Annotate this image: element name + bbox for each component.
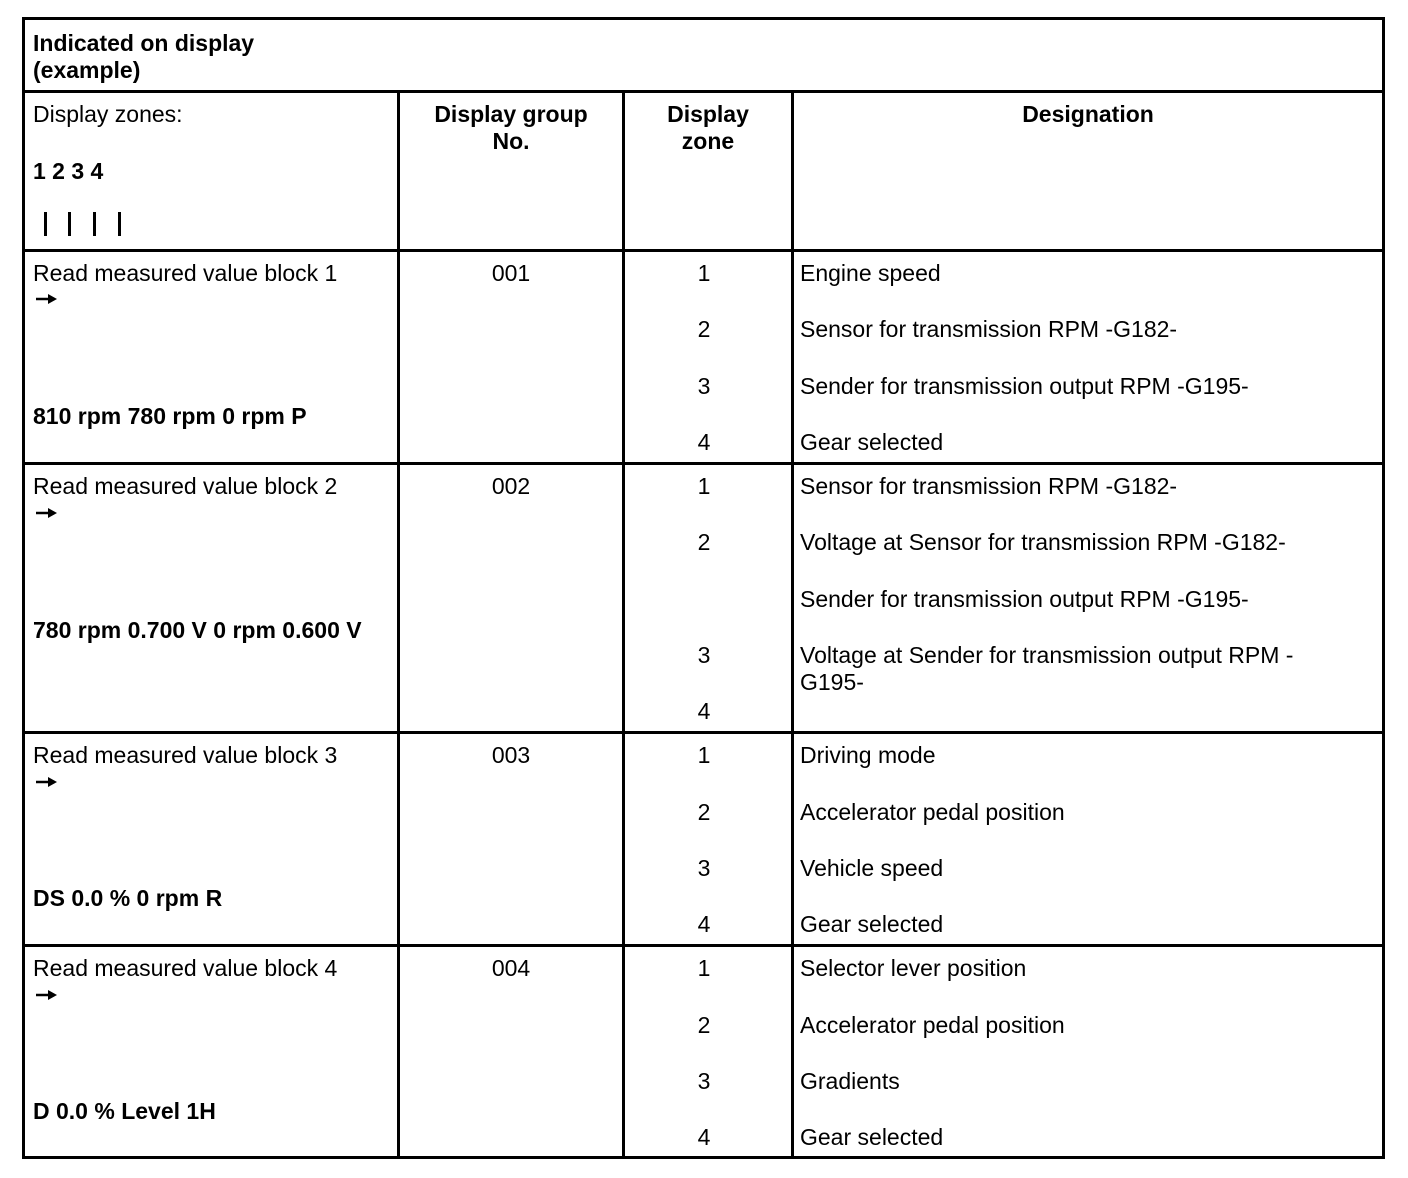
column-header-divider bbox=[25, 249, 1382, 252]
row-2-zone-1: 1 bbox=[697, 473, 711, 499]
row-3-value: DS 0.0 % 0 rpm R bbox=[33, 885, 223, 911]
row-4-designation-1: Selector lever position bbox=[800, 955, 1027, 981]
row-2-value: 780 rpm 0.700 V 0 rpm 0.600 V bbox=[33, 617, 362, 643]
row-divider-3 bbox=[25, 944, 1382, 947]
arrow-right-icon bbox=[36, 989, 58, 1001]
row-1-zone-4: 4 bbox=[697, 429, 711, 455]
row-4-value: D 0.0 % Level 1H bbox=[33, 1098, 216, 1124]
arrow-right-icon bbox=[36, 507, 58, 519]
arrow-right-icon bbox=[36, 776, 58, 788]
column-divider-1 bbox=[397, 90, 400, 1156]
display-zone-header-line2: zone bbox=[681, 128, 735, 154]
row-4-group: 004 bbox=[491, 955, 531, 981]
table-title-line2: (example) bbox=[33, 57, 141, 83]
row-4-zone-2: 2 bbox=[697, 1012, 711, 1038]
row-2-group: 002 bbox=[491, 473, 531, 499]
row-3-designation-3: Vehicle speed bbox=[800, 855, 944, 881]
row-3-group: 003 bbox=[491, 742, 531, 768]
row-1-designation-2: Sensor for transmission RPM -G182- bbox=[800, 316, 1178, 342]
row-3-zone-2: 2 bbox=[697, 799, 711, 825]
row-4-designation-3: Gradients bbox=[800, 1068, 900, 1094]
row-1-group: 001 bbox=[491, 260, 531, 286]
row-2-designation-1: Sensor for transmission RPM -G182- bbox=[800, 473, 1178, 499]
row-3-zone-3: 3 bbox=[697, 855, 711, 881]
row-1-zone-2: 2 bbox=[697, 316, 711, 342]
row-1-designation-3: Sender for transmission output RPM -G195- bbox=[800, 373, 1249, 399]
arrow-right-icon bbox=[36, 293, 58, 305]
row-2-label: Read measured value block 2 bbox=[33, 473, 338, 499]
row-2-zone-3: 3 bbox=[697, 642, 711, 668]
row-4-zone-1: 1 bbox=[697, 955, 711, 981]
row-3-designation-4: Gear selected bbox=[800, 911, 944, 937]
display-group-header-line2: No. bbox=[492, 128, 530, 154]
row-4-designation-2: Accelerator pedal position bbox=[800, 1012, 1065, 1038]
measured-value-table bbox=[22, 17, 1385, 1159]
row-2-designation-4-cont: G195- bbox=[800, 669, 864, 695]
row-2-designation-3: Sender for transmission output RPM -G195- bbox=[800, 586, 1249, 612]
row-4-zone-3: 3 bbox=[697, 1068, 711, 1094]
column-divider-3 bbox=[791, 90, 794, 1156]
row-2-designation-2: Voltage at Sensor for transmission RPM -G182- bbox=[800, 529, 1286, 555]
row-4-designation-4: Gear selected bbox=[800, 1124, 944, 1150]
row-1-zone-3: 3 bbox=[697, 373, 711, 399]
designation-header: Designation bbox=[1022, 101, 1154, 127]
row-1-designation-1: Engine speed bbox=[800, 260, 941, 286]
row-2-zone-4: 4 bbox=[697, 698, 711, 724]
row-1-label: Read measured value block 1 bbox=[33, 260, 338, 286]
row-1-designation-4: Gear selected bbox=[800, 429, 944, 455]
row-1-zone-1: 1 bbox=[697, 260, 711, 286]
row-3-zone-4: 4 bbox=[697, 911, 711, 937]
row-3-label: Read measured value block 3 bbox=[33, 742, 338, 768]
header-divider bbox=[25, 90, 1382, 93]
row-1-value: 810 rpm 780 rpm 0 rpm P bbox=[33, 403, 307, 429]
row-divider-1 bbox=[25, 462, 1382, 465]
display-zones-numbers: 1 2 3 4 bbox=[33, 158, 104, 184]
display-zones-label: Display zones: bbox=[33, 101, 183, 127]
row-divider-2 bbox=[25, 731, 1382, 734]
display-group-header-line1: Display group bbox=[434, 101, 588, 127]
row-3-designation-2: Accelerator pedal position bbox=[800, 799, 1065, 825]
row-4-label: Read measured value block 4 bbox=[33, 955, 338, 981]
row-2-zone-2: 2 bbox=[697, 529, 711, 555]
table-title-line1: Indicated on display bbox=[33, 30, 255, 56]
row-2-designation-4: Voltage at Sender for transmission output RPM - bbox=[800, 642, 1294, 668]
row-3-zone-1: 1 bbox=[697, 742, 711, 768]
display-zone-header-line1: Display bbox=[667, 101, 749, 127]
row-4-zone-4: 4 bbox=[697, 1124, 711, 1150]
row-3-designation-1: Driving mode bbox=[800, 742, 936, 768]
column-divider-2 bbox=[622, 90, 625, 1156]
